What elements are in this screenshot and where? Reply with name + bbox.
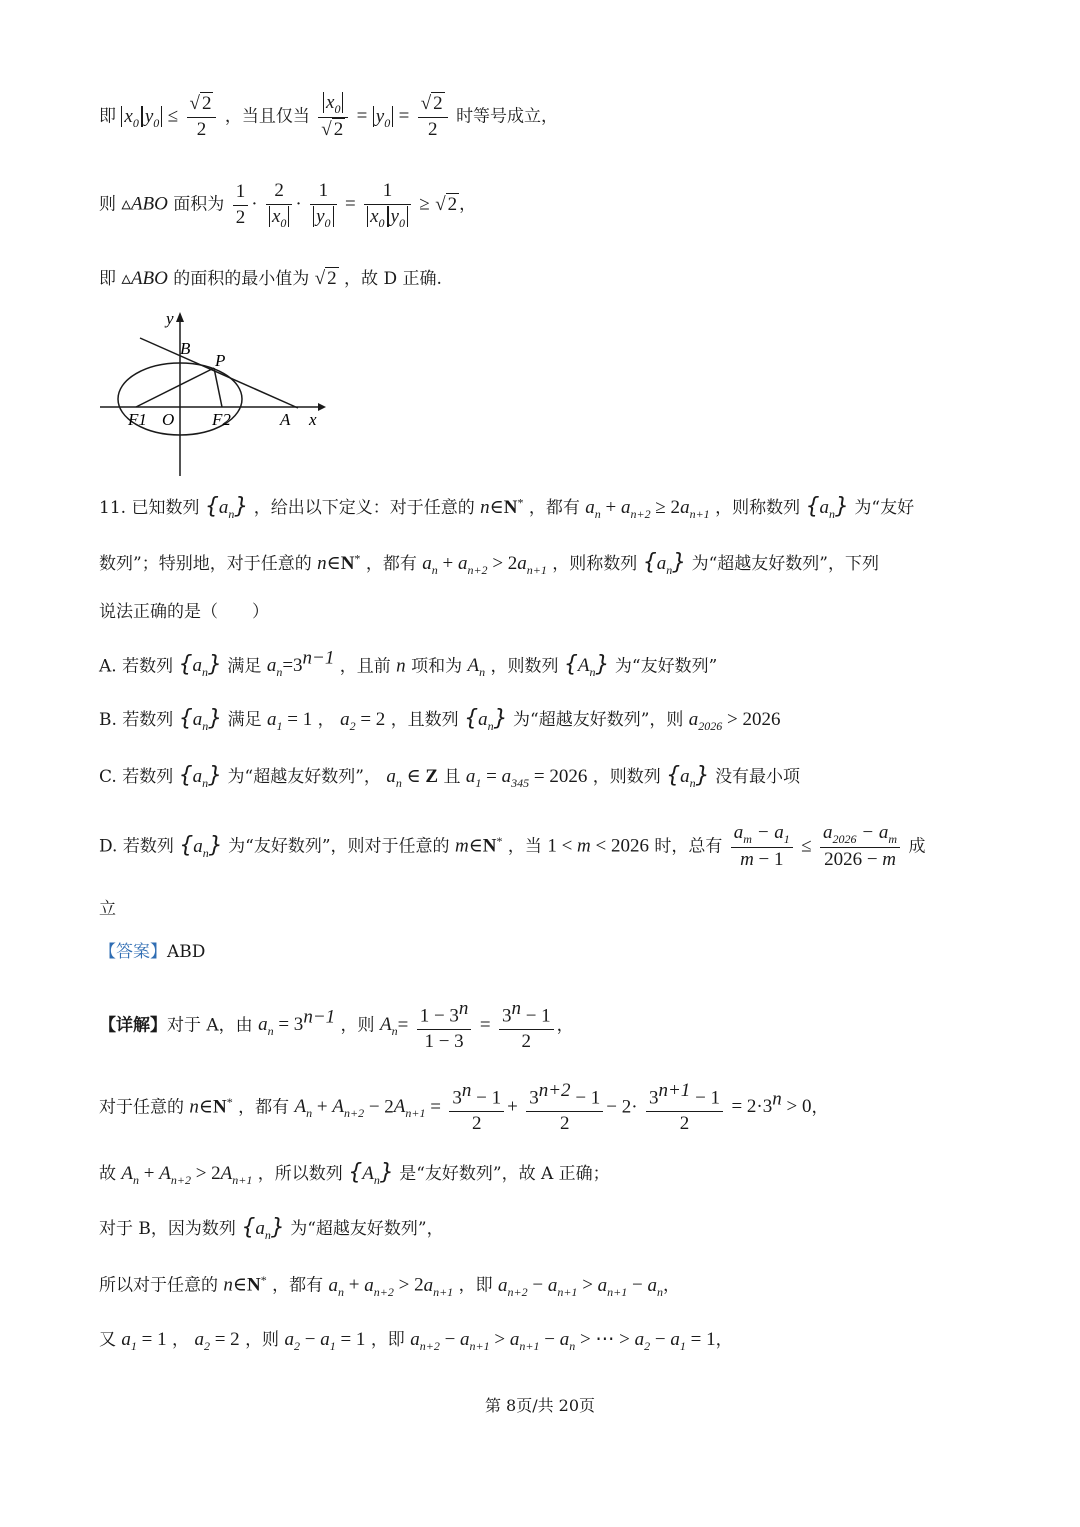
solution-line-1: 【详解】对于 A，由 $a_n = 3^{n-1}$ ，则 $A_n=$ $\frac{1 - 3^n}{1 - 3}$ = $\frac{3^n - 1}{2}$ ， — [99, 998, 574, 1053]
line-2: 则 ▵ABO 面积为 $\frac{1}{2}$ · $\frac{2}{x_0}$ · $\frac{1}{y_0}$ = $\frac{1}{x_0 y_0}$ ≥ √ 2 ， — [99, 180, 477, 230]
option-a: A. 若数列 $\{a_n\}$ 满足 $a_n=3^{n-1}$ ，且前 n 项和为 $A_n$ ，则数列 $\{A_n\}$ 为“友好数列” — [99, 648, 718, 680]
answer: 【答案】ABD — [99, 942, 206, 962]
label-p: P — [215, 351, 226, 370]
ellipse-figure — [98, 308, 328, 478]
option-b: B. 若数列 $\{a_n\}$ 满足 $a_1 = 1$ ， $a_2 = 2$ ，且数列 $\{a_n\}$ 为“超越友好数列”，则 $a_{2026} > 2026$ — [99, 706, 781, 733]
x-axis-arrow — [318, 403, 326, 411]
option-d-cont: 立 — [99, 899, 116, 919]
solution-line-6: 又 $a_1 = 1$ ， $a_2 = 2$ ，则 $a_2 - a_1 = 1$ ，即 $a_{n+2} - a_{n+1} > a_{n+1} - a_n$ > ⋯ > $a_2 - a_1 = 1$， — [99, 1329, 733, 1353]
label-f2: F2 — [212, 410, 231, 429]
label-f1: F1 — [128, 410, 147, 429]
question-line-1: 11. 已知数列 $\{a_n\}$ ，给出以下定义：对于任意的 n∈N* ，都有 $a_n + a_{n+2} \ge 2a_{n+1}$ ，则称数列 $\{a_n\}$ 为“友好 — [99, 494, 915, 521]
line-1: 即 $x_0$ $y_0$ ≤ $\frac{√ 2}{2}$ ，当且仅当 $\frac{x_0}{√ 2}$ = $y_0$ = $\frac{√ 2}{2}$ 时等号成立， — [99, 92, 559, 141]
solution-line-4: 对于 B，因为数列 $\{a_n\}$ 为“超越友好数列”， — [99, 1215, 444, 1242]
label-o: O — [162, 410, 175, 429]
tangent-line — [140, 338, 298, 408]
line-3: 即 ▵ABO 的面积的最小值为 √ 2 ，故 D 正确. — [99, 268, 442, 289]
question-line-3: 说法正确的是（ ） — [99, 602, 269, 622]
segment-f1p — [136, 368, 214, 407]
option-c: C. 若数列 $\{a_n\}$ 为“超越友好数列”， $a_n$ ∈ Z 且 $a_1 = a_{345} = 2026$ ，则数列 $\{a_n\}$ 没有最小项 — [99, 763, 801, 790]
label-y: y — [166, 309, 174, 328]
label-a: A — [280, 410, 291, 429]
label-x: x — [309, 410, 317, 429]
option-d: D. 若数列 $\{a_n\}$ 为“友好数列”，则对于任意的 m∈N* ，当 1 < m < 2026 时，总有 $\frac{a_m - a_1}{m - 1}$ ≤ $\frac{a_{2026} - a_m}{2026 - m}$ 成 — [99, 822, 926, 871]
solution-line-5: 所以对于任意的 n∈N* ，都有 $a_n + a_{n+2} > 2a_{n+1}$ ，即 $a_{n+2} - a_{n+1} > a_{n+1} - a_n$， — [99, 1273, 680, 1299]
page-footer: 第 8页/共 20页 — [484, 1396, 596, 1415]
solution-line-3: 故 $A_n + A_{n+2} > 2A_{n+1}$ ，所以数列 $\{A_n\}$ 是“友好数列”，故 A 正确； — [99, 1160, 610, 1187]
y-axis-arrow — [176, 312, 184, 322]
solution-line-2: 对于任意的 n∈N* ，都有 $A_n + A_{n+2} - 2A_{n+1}$ = $\frac{3^n - 1}{2}$ + $\frac{3^{n+2} - 1}{2}$ − 2· $\frac{3^{n+1} - 1}{2}$ = $2\cdot 3^n > 0$， — [99, 1080, 829, 1135]
question-line-2: 数列”；特别地，对于任意的 n∈N* ，都有 $a_n + a_{n+2} > 2a_{n+1}$ ，则称数列 $\{a_n\}$ 为“超越友好数列”，下列 — [99, 550, 879, 577]
label-b: B — [180, 339, 191, 358]
